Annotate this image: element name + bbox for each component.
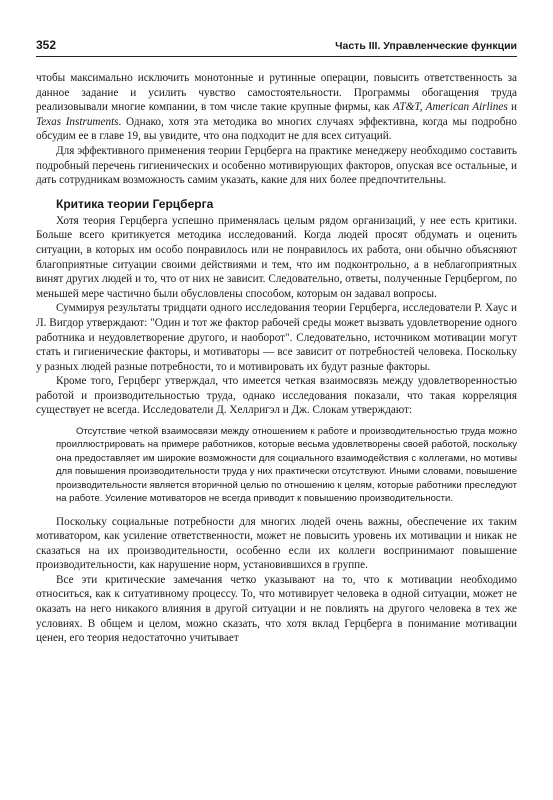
paragraph-1 [36, 71, 517, 144]
page [36, 38, 517, 646]
company-names: AT&T, American Airlines [392, 101, 508, 114]
section-title: Часть III. Управленческие функции [335, 40, 517, 52]
block-quote: Отсутствие четкой взаимосвязи между отношением к работе и производительностью труда можно проиллюстрировать на примере работников, которые весьма удовлетворены своей работой, поскольку она предоставляет им широкие возможности для социального взаимодействия с коллегами, но мотивы для повышения производительности труда у них практически отсутствуют. Иными словами, повышение производительности является вторичной целью по отношению к целям, которые работники преследуют на работе. Усиление мотиваторов не всегда приводит к повышению производительности. [56, 426, 517, 505]
paragraph-5: Кроме того, Герцберг утверждал, что имеется четкая взаимосвязь между удовлетворенностью работой и производительностью труда, однако исследования показали, что такая корреляция существует не всегда. Исследователи Д. Хеллригэл и Дж. Слокам утверждают: [36, 375, 517, 417]
paragraph-4: Суммируя результаты тридцати одного исследования теории Герцберга, исследователи Р. Хаус и Л. Вигдор утверждают: "Один и тот же фактор рабочей среды может вызвать удовлетворение одного работника и неудовлетворение другого, и наоборот". Следовательно, источником мотивации могут стать и гигиенические факторы, и мотиваторы — все зависит от потребностей человека. Поскольку у разных людей разные потребности, то и мотивировать их будут разные факторы. [36, 302, 517, 373]
page-number: 352 [36, 38, 57, 52]
section-heading: Критика теории Герцберга [56, 196, 214, 211]
paragraph-1-and: и [507, 101, 517, 114]
running-header [36, 38, 517, 57]
paragraph-3: Хотя теория Герцберга успешно применялась целым рядом организаций, у нее есть критики. Больше всего критикуется методика исследований. Когда людей просят обдумать и оценить ситуации, в которых им особо понравилось или не понравилось их работа, они обычно объясняют благоприятные ситуации своими действиями и тем, что им подконтрольно, а в неблагоприятных винят других людей и то, что от них не зависит. Следовательно, ответы, полученные Герцбергом, по меньшей мере частично были обусловлены способом, которым он задавал вопросы. [36, 214, 517, 300]
paragraph-1-text-b: . Однако, хотя эта методика во многих случаях эффективна, когда мы подробно обсудим ее в главе 19, вы увидите, что она подходит не для всех ситуаций. [36, 115, 518, 143]
paragraph-2: Для эффективного применения теории Герцберга на практике менеджеру необходимо составить подробный перечень гигиенических и особенно мотивирующих факторов, опуская все остальные, и дать сотрудникам возможность самим указать, какие для них более предпочтительны. [36, 144, 517, 187]
company-name-last: Texas Instruments [36, 115, 119, 128]
paragraph-6: Поскольку социальные потребности для многих людей очень важны, обеспечение их таким мотиватором, как усиление ответственности, может не повысить уровень их мотивации и никак не сказаться на их производительности, особенно если их коллеги воспринимают повышение производительности, как нарушение норм, установившихся в группе. [36, 515, 517, 572]
paragraph-7: Все эти критические замечания четко указывают на то, что к мотивации необходимо относиться, как к ситуативному процессу. То, что мотивирует человека в одной ситуации, может не оказать на него никакого влияния в другой ситуации и не повлиять на другого человека в тех же условиях. В общем и целом, можно сказать, что хотя вклад Герцберга в понимание мотивации ценен, его теория недостаточно учитывает [36, 573, 517, 645]
paragraph-1-text-a: чтобы максимально исключить монотонные и рутинные операции, повысить ответственность за данное задание и усилить чувство самостоятельности. Программы обогащения труда реализовывали многие компании, в том числе такие крупные фирмы, как [36, 72, 517, 114]
